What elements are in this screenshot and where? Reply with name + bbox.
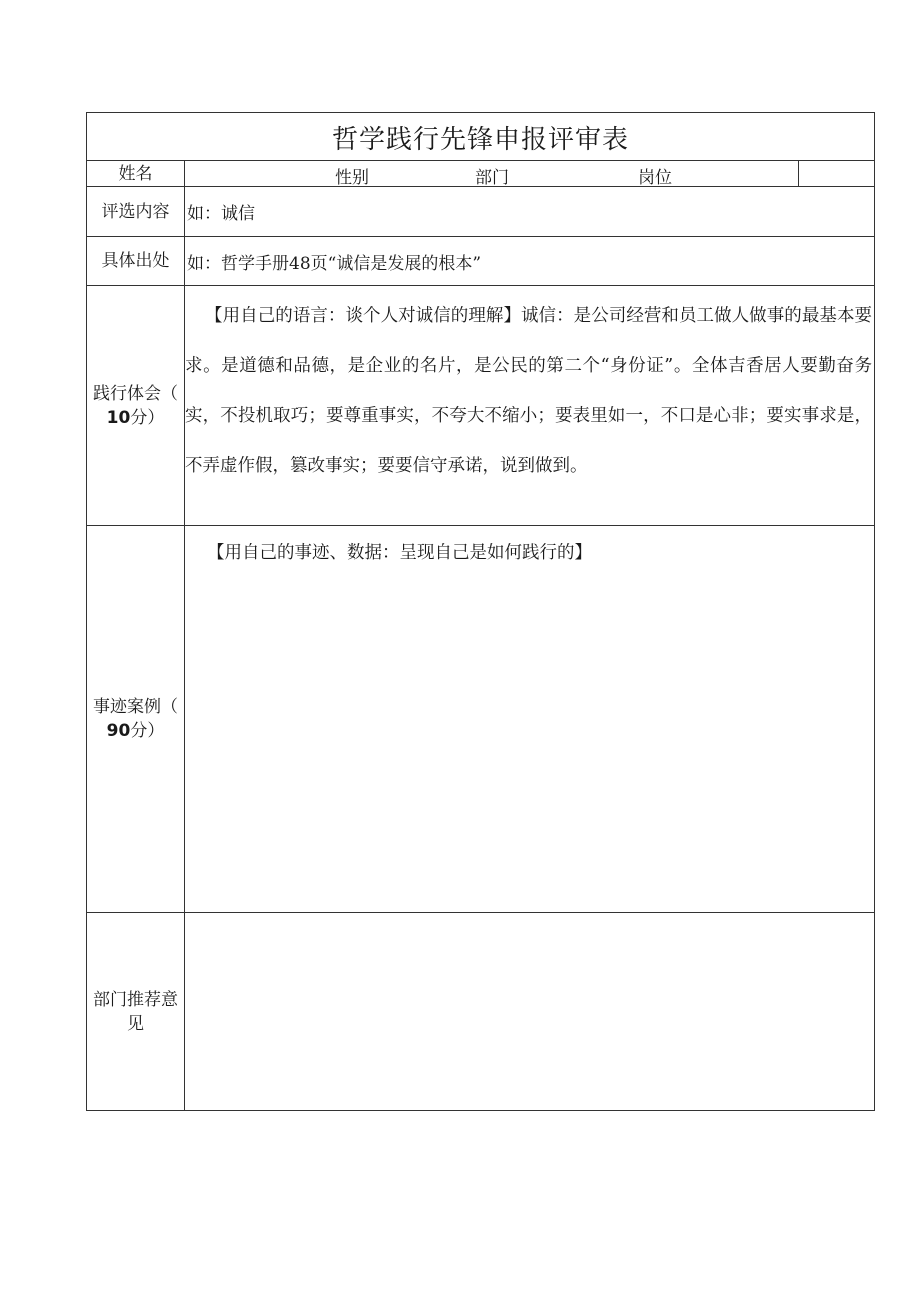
case-content[interactable] (185, 526, 874, 912)
case-prompt: 【用自己的事迹、数据：呈现自己是如何践行的】 (207, 543, 592, 563)
case-score: 90 (106, 721, 131, 741)
reflection-score: 10 (106, 407, 131, 428)
info-row (87, 161, 874, 187)
reflection-content[interactable] (185, 286, 874, 525)
reflection-row (87, 286, 874, 526)
info-fields (185, 161, 874, 186)
topic-label: 评选内容 (87, 187, 185, 236)
topic-value[interactable]: 如：诚信 (187, 204, 255, 224)
name-label: 姓名 (87, 161, 185, 186)
dept-opinion-row (87, 913, 874, 1110)
source-label: 具体出处 (87, 237, 185, 285)
department-label: 部门 (475, 168, 509, 188)
form-title: 哲学践行先锋申报评审表 (331, 125, 629, 155)
dept-opinion-label: 部门推荐意见 (87, 913, 185, 1110)
case-unit: 分） (130, 721, 165, 741)
reflection-text: 【用自己的语言：谈个人对诚信的理解】诚信：是公司经营和员工做人做事的最基本要求。是道德和品德，是企业的名片，是公民的第二个“身份证”。全体吉香居人要勤奋务实，不投机取巧；要尊重事实，不夸大不缩小；要表里如一，不口是心非；要实事求是，不弄虚作假，篡改事实；要要信守承诺，说到做到。 (185, 306, 872, 476)
case-label-line1: 事迹案例（ (93, 697, 178, 717)
reflection-label (87, 286, 185, 525)
source-value[interactable]: 如：哲学手册48页“诚信是发展的根本” (187, 253, 482, 274)
review-form (86, 112, 875, 1111)
source-row (87, 237, 874, 286)
case-row (87, 526, 874, 913)
gender-label: 性别 (335, 168, 369, 188)
reflection-unit: 分） (130, 407, 165, 428)
reflection-label-line1: 践行体会（ (93, 383, 178, 404)
case-label (87, 526, 185, 912)
title-row (87, 113, 874, 161)
position-value-divider (798, 161, 799, 186)
position-label: 岗位 (638, 168, 672, 188)
dept-opinion-content[interactable] (185, 913, 874, 1110)
topic-row (87, 187, 874, 237)
